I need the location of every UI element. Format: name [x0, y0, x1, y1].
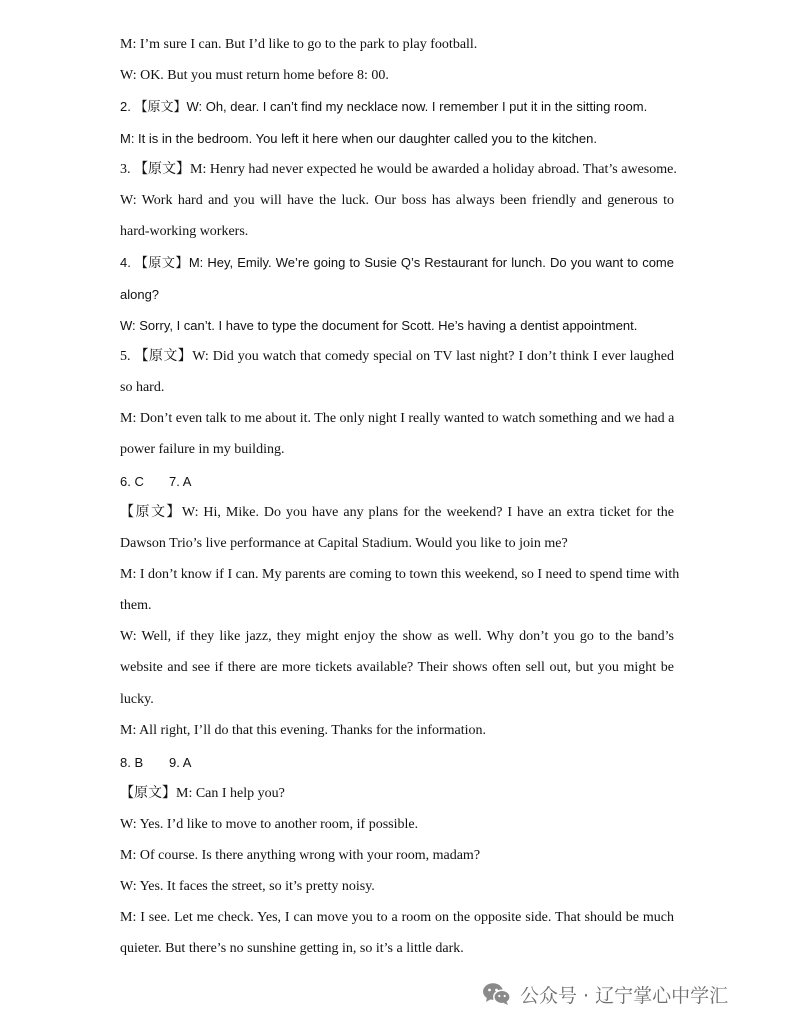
- dialogue-line: M: Don’t even talk to me about it. The only night I really wanted to watch something and we had a: [120, 411, 675, 426]
- dialogue-line: them.: [120, 598, 152, 613]
- dialogue-line: W: Yes. It faces the street, so it’s pretty noisy.: [120, 879, 375, 894]
- dialogue-line: W: OK. But you must return home before 8: 00.: [120, 68, 389, 83]
- dialogue-line: M: It is in the bedroom. You left it here when our daughter called you to the kitchen.: [120, 131, 597, 146]
- dialogue-line: W: Well, if they like jazz, they might enjoy the show as well. Why don’t you go to the band’s: [120, 629, 674, 644]
- watermark-text: 公众号 · 辽宁掌心中学汇: [520, 984, 729, 1007]
- transcript-8-9-line: 【原文】M: Can I help you?: [120, 786, 285, 801]
- answer-row-6-7: [120, 473, 674, 491]
- dialogue-line: quieter. But there’s no sunshine getting in, so it’s a little dark.: [120, 941, 464, 956]
- dialogue-line: power failure in my building.: [120, 442, 285, 457]
- question-4-line: 4. 【原文】M: Hey, Emily. We’re going to Susie Q’s Restaurant for lunch. Do you want to come: [120, 255, 674, 270]
- answer-7: 7. A: [169, 474, 192, 489]
- answer-6: 6. C: [120, 474, 144, 489]
- dialogue-line: M: All right, I’ll do that this evening. Thanks for the information.: [120, 723, 487, 738]
- question-3-line: 3. 【原文】M: Henry had never expected he would be awarded a holiday abroad. That’s awesome.: [120, 162, 677, 177]
- answer-9: 9. A: [169, 755, 192, 770]
- dialogue-line: lucky.: [120, 692, 154, 707]
- answer-8: 8. B: [120, 755, 144, 770]
- question-2-line: 2. 【原文】W: Oh, dear. I can’t find my necklace now. I remember I put it in the sitting room.: [120, 99, 648, 114]
- dialogue-line: W: Yes. I’d like to move to another room, if possible.: [120, 817, 419, 832]
- question-5-line: 5. 【原文】W: Did you watch that comedy special on TV last night? I don’t think I ever laughed: [120, 349, 674, 364]
- dialogue-line: along?: [120, 287, 160, 302]
- dialogue-line: W: Sorry, I can’t. I have to type the document for Scott. He’s having a dentist appointment.: [120, 318, 638, 333]
- wechat-icon: [482, 982, 512, 1006]
- dialogue-line: M: I’m sure I can. But I’d like to go to the park to play football.: [120, 37, 478, 52]
- dialogue-line: W: Work hard and you will have the luck. Our boss has always been friendly and generous to: [120, 193, 674, 208]
- dialogue-line: website and see if there are more tickets available? Their shows often sell out, but you might be: [120, 660, 674, 675]
- dialogue-line: M: Of course. Is there anything wrong with your room, madam?: [120, 848, 481, 863]
- answer-row-8-9: [120, 754, 674, 772]
- dialogue-line: so hard.: [120, 380, 165, 395]
- dialogue-line: Dawson Trio’s live performance at Capital Stadium. Would you like to join me?: [120, 536, 568, 551]
- transcript-6-7-line: 【原文】W: Hi, Mike. Do you have any plans for the weekend? I have an extra ticket for the: [120, 505, 674, 520]
- dialogue-line: M: I see. Let me check. Yes, I can move you to a room on the opposite side. That should be much: [120, 910, 674, 925]
- watermark: [482, 981, 728, 1007]
- dialogue-line: hard-working workers.: [120, 224, 249, 239]
- dialogue-line: M: I don’t know if I can. My parents are coming to town this weekend, so I need to spend time with: [120, 567, 680, 582]
